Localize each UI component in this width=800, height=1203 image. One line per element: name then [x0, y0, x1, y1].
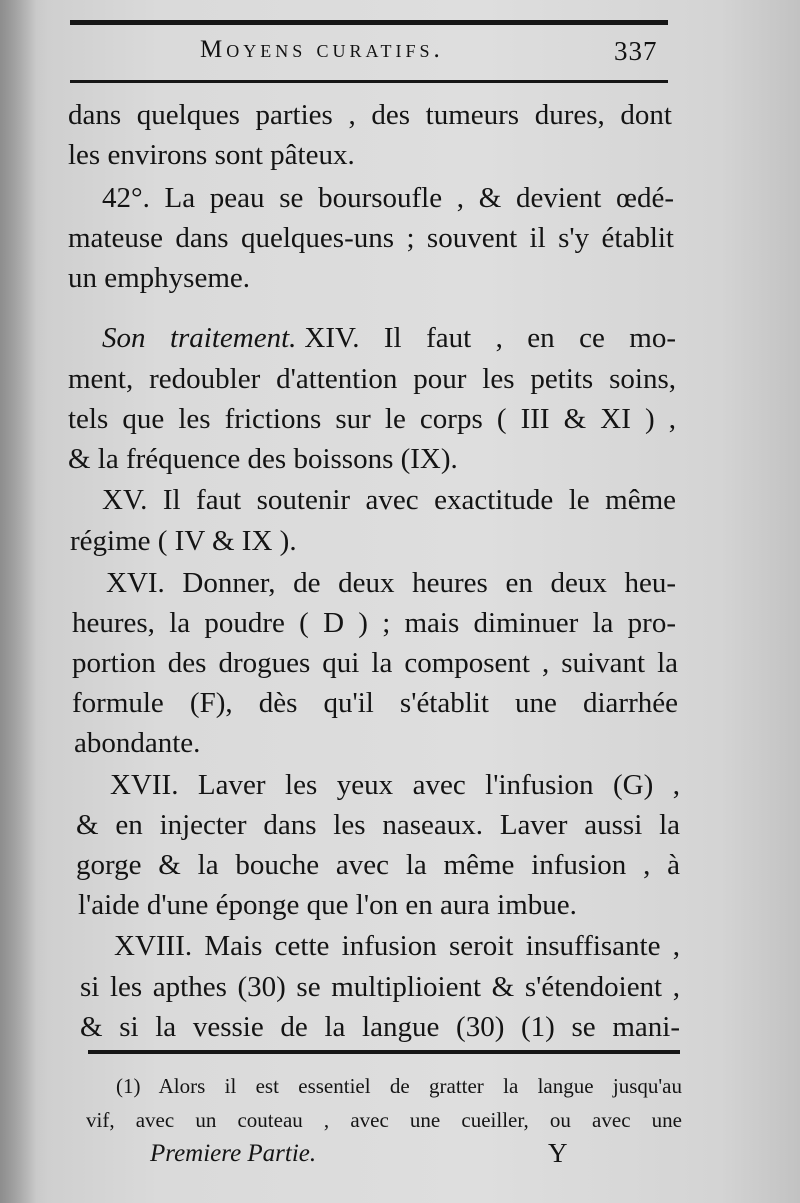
text-line: & si la vessie de la langue (30) (1) se mani- [80, 1011, 680, 1043]
text-line: régime ( IV & IX ). [70, 525, 297, 557]
text-line: un emphyseme. [68, 262, 251, 294]
running-head: Moyens curatifs. [200, 36, 444, 63]
text-line: gorge & la bouche avec la même infusion , à [76, 849, 680, 881]
text-line: si les apthes (30) se multiplioient & s'étendoient , [80, 971, 680, 1003]
top-rule [70, 20, 668, 25]
footnote-line: vif, avec un couteau , avec une cueiller, ou avec une [86, 1108, 682, 1132]
page-gutter-shadow [0, 0, 36, 1203]
text-line-section [102, 321, 676, 355]
text-line: & en injecter dans les naseaux. Laver aussi la [76, 809, 680, 841]
text-line: formule (F), dès qu'il s'établit une diarrhée [72, 687, 678, 719]
text-line: tels que les frictions sur le corps ( III & XI ) , [68, 403, 676, 435]
text-line: dans quelques parties , des tumeurs dures, dont [68, 99, 672, 131]
text-line: portion des drogues qui la composent , suivant la [72, 647, 678, 679]
volume-label: Premiere Partie. [150, 1140, 317, 1167]
footnote-line: (1) Alors il est essentiel de gratter la langue jusqu'au [116, 1074, 682, 1098]
text-line: XVI. Donner, de deux heures en deux heu- [106, 567, 676, 599]
text-line: abondante. [74, 727, 201, 759]
text-line: & la fréquence des boissons (IX). [68, 443, 458, 475]
signature-mark: Y [548, 1138, 568, 1168]
text-line: XIV. Il faut , en ce mo- [304, 322, 677, 354]
text-line: XVII. Laver les yeux avec l'infusion (G) , [110, 769, 680, 801]
header-rule [70, 80, 668, 83]
page-number: 337 [614, 36, 658, 66]
text-line: l'aide d'une éponge que l'on en aura imbue. [78, 889, 577, 921]
footnote-rule [88, 1050, 680, 1054]
section-label: Son traitement. [102, 322, 297, 354]
text-line: mateuse dans quelques-uns ; souvent il s'y établit [68, 222, 674, 254]
text-line: 42°. La peau se boursoufle , & devient œdé- [102, 182, 674, 214]
text-line: les environs sont pâteux. [68, 139, 355, 171]
text-line: XV. Il faut soutenir avec exactitude le même [102, 484, 676, 516]
text-line: XVIII. Mais cette infusion seroit insuffisante , [114, 930, 680, 962]
text-line: ment, redoubler d'attention pour les petits soins, [68, 363, 676, 395]
text-line: heures, la poudre ( D ) ; mais diminuer la pro- [72, 607, 676, 639]
